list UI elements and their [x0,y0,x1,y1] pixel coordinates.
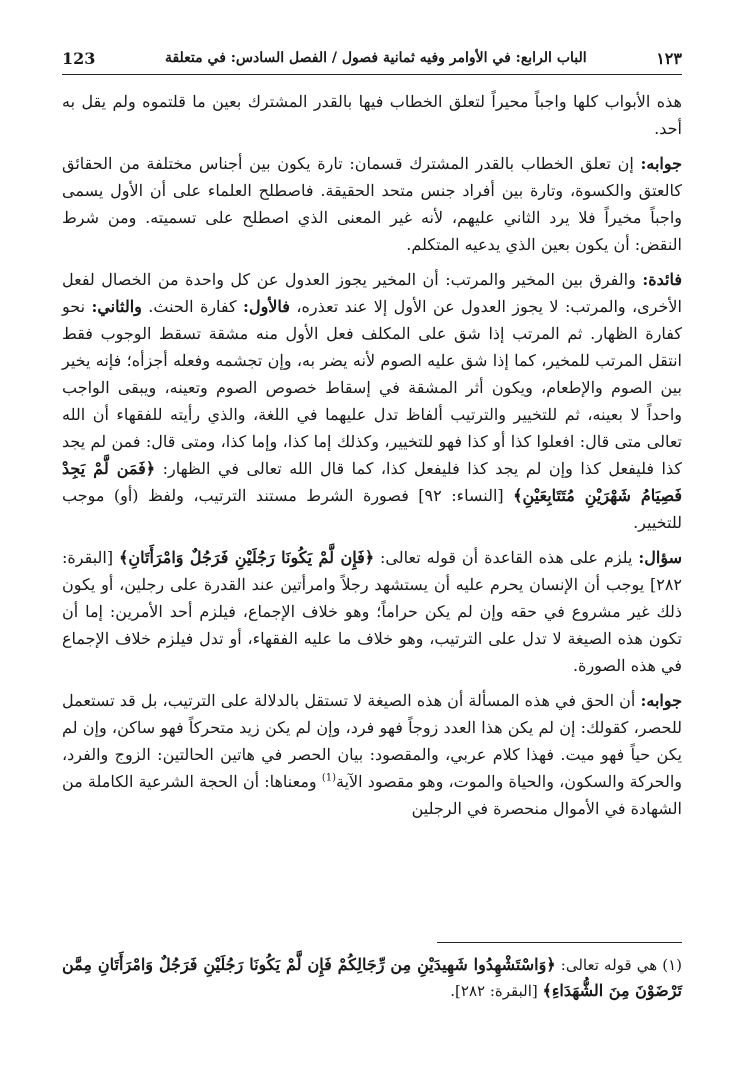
paragraph-5 [62,687,682,822]
quran-verse: ﴿وَاسْتَشْهِدُوا شَهِيدَيْنِ مِن رِّجَالِكُمْ فَإِن لَّمْ يَكُونَا رَجُلَيْنِ فَرَجُلٌ وَامْرَأَتَانِ مِمَّن تَرْضَوْنَ مِنَ الشُّهَدَاءِ﴾ [62,955,682,1000]
page-number-arabic: ١٢٣ [656,48,682,68]
paragraph-1 [62,88,682,142]
paragraph-text: هذه الأبواب كلها واجباً محيراً لتعلق الخطاب فيها بالقدر المشترك بعين ما قلتموه ولم يقل به أحد. [62,92,682,138]
footnote-marker: (١) [662,956,683,974]
footnote [62,952,682,1004]
paragraph-4 [62,544,682,679]
paragraph-text: نحو كفارة الظهار. ثم المرتب إذا شق على المكلف فعل الأول منه مشقة تسقط الوجوب فقط انتقل المرتب للمخير، كما إذا شق عليه الصوم لأنه يضر به، وإن تجشمه وفعله أجزأه؛ فإنه يخير بين الصوم والإطعام، ويكون أثر المشقة في إسقاط خصوص الصوم وتعينه، ويبقى الواجب واحداً لا بعينه، ثم للتخيير والترتيب ألفاظ تدل عليهما في اللغة، والذي رأيته للفقهاء أن الله تعالى متى قال: افعلوا كذا أو كذا فهو للتخيير، وكذلك إما كذا، وإما كذا، ومتى قال: فمن لم يجد كذا فليفعل كذا وإن لم يجد كذا فليفعل كذا، كما قال الله تعالى في الظهار: [62,297,683,478]
footnote-rule [437,942,682,943]
paragraph-term: سؤال: [638,548,682,567]
paragraph-text: والفرق بين المخير والمرتب: أن المخير يجوز العدول عن كل واحدة من الخصال لفعل الأخرى، والمرتب: لا يجوز العدول عن الأول إلا عند تعذره، [62,270,682,316]
paragraph-2 [62,150,682,258]
running-header [62,44,682,72]
running-title: الباب الرابع: في الأوامر وفيه ثمانية فصول / الفصل السادس: في متعلقة [164,50,587,66]
header-rule [62,74,682,75]
paragraph-term: والثاني: [91,297,142,316]
paragraph-text: [النساء: ٩٢] فصورة الشرط مستند الترتيب، ولفظ (أو) موجب للتخيير. [62,486,682,532]
quran-verse: ﴿فَإِن لَّمْ يَكُونَا رَجُلَيْنِ فَرَجُلٌ وَامْرَأَتَانِ﴾ [119,548,375,567]
paragraph-text: أن الحق في هذه المسألة أن هذه الصيغة لا تستقل بالدلالة على الترتيب، بل قد تستعمل للحصر، كقولك: إن لم يكن هذا العدد زوجاً فهو فرد، وإن لم يكن زيد متحركاً فهو ساكن، وإن لم يكن حياً فهو ميت. فهذا كلام عربي، والمقصود: بيان الحصر في هاتين الحالتين: الزوج والفرد، والحركة والسكون، والحياة والموت، وهو مقصود الآية [62,691,682,791]
paragraph-3 [62,266,682,536]
page-number-latin: 123 [62,48,96,68]
footnote-reference[interactable]: (1) [321,772,337,784]
quran-verse: ﴿فَمَن لَّمْ يَجِدْ فَصِيَامُ شَهْرَيْنِ مُتَتَابِعَيْنِ﴾ [62,459,683,505]
paragraph-text: إن تعلق الخطاب بالقدر المشترك قسمان: تارة يكون بين أجناس مختلفة من الحقائق كالعتق والكسوة، وتارة بين أفراد جنس متحد الحقيقة. فاصطلح العلماء على أن الأول يسمى واجباً مخيراً فلا يرد الثاني عليهم، لأنه غير المعنى الذي اصطلح على تسميته. ومن شرط النقض: أن يكون بعين الذي يدعيه المتكلم. [62,154,682,254]
paragraph-term: جوابه: [640,691,682,710]
paragraph-term: جوابه: [640,154,682,173]
paragraph-term: فائدة: [642,270,682,289]
paragraph-term: فالأول: [243,297,290,316]
footnote-text: هي قوله تعالى: [555,956,663,974]
paragraph-text: يلزم على هذه القاعدة أن قوله تعالى: [374,548,639,567]
paragraph-text: كفارة الحنث. [141,297,244,316]
paragraph-text: ومعناها: أن الحجة الشرعية الكاملة من الشهادة في الأموال منحصرة في الرجلين [62,772,682,818]
main-text [62,88,682,830]
paragraph-text: [البقرة: ٢٨٢] يوجب أن الإنسان يحرم عليه أن يستشهد رجلاً وامرأتين عند القدرة على رجلين، أو يكون ذلك غير مشروع في حقه وإن لم يكن حراماً؛ وهو خلاف الإجماع، فيلزم أحد الأمرين: إما أن تكون هذه الصيغة لا تدل على الترتيب، وهو خلاف ما عليه الفقهاء، أو تدل فيلزم خلاف الإجماع في هذه الصورة. [62,548,682,675]
footnote-text: [البقرة: ٢٨٢]. [450,982,543,1000]
